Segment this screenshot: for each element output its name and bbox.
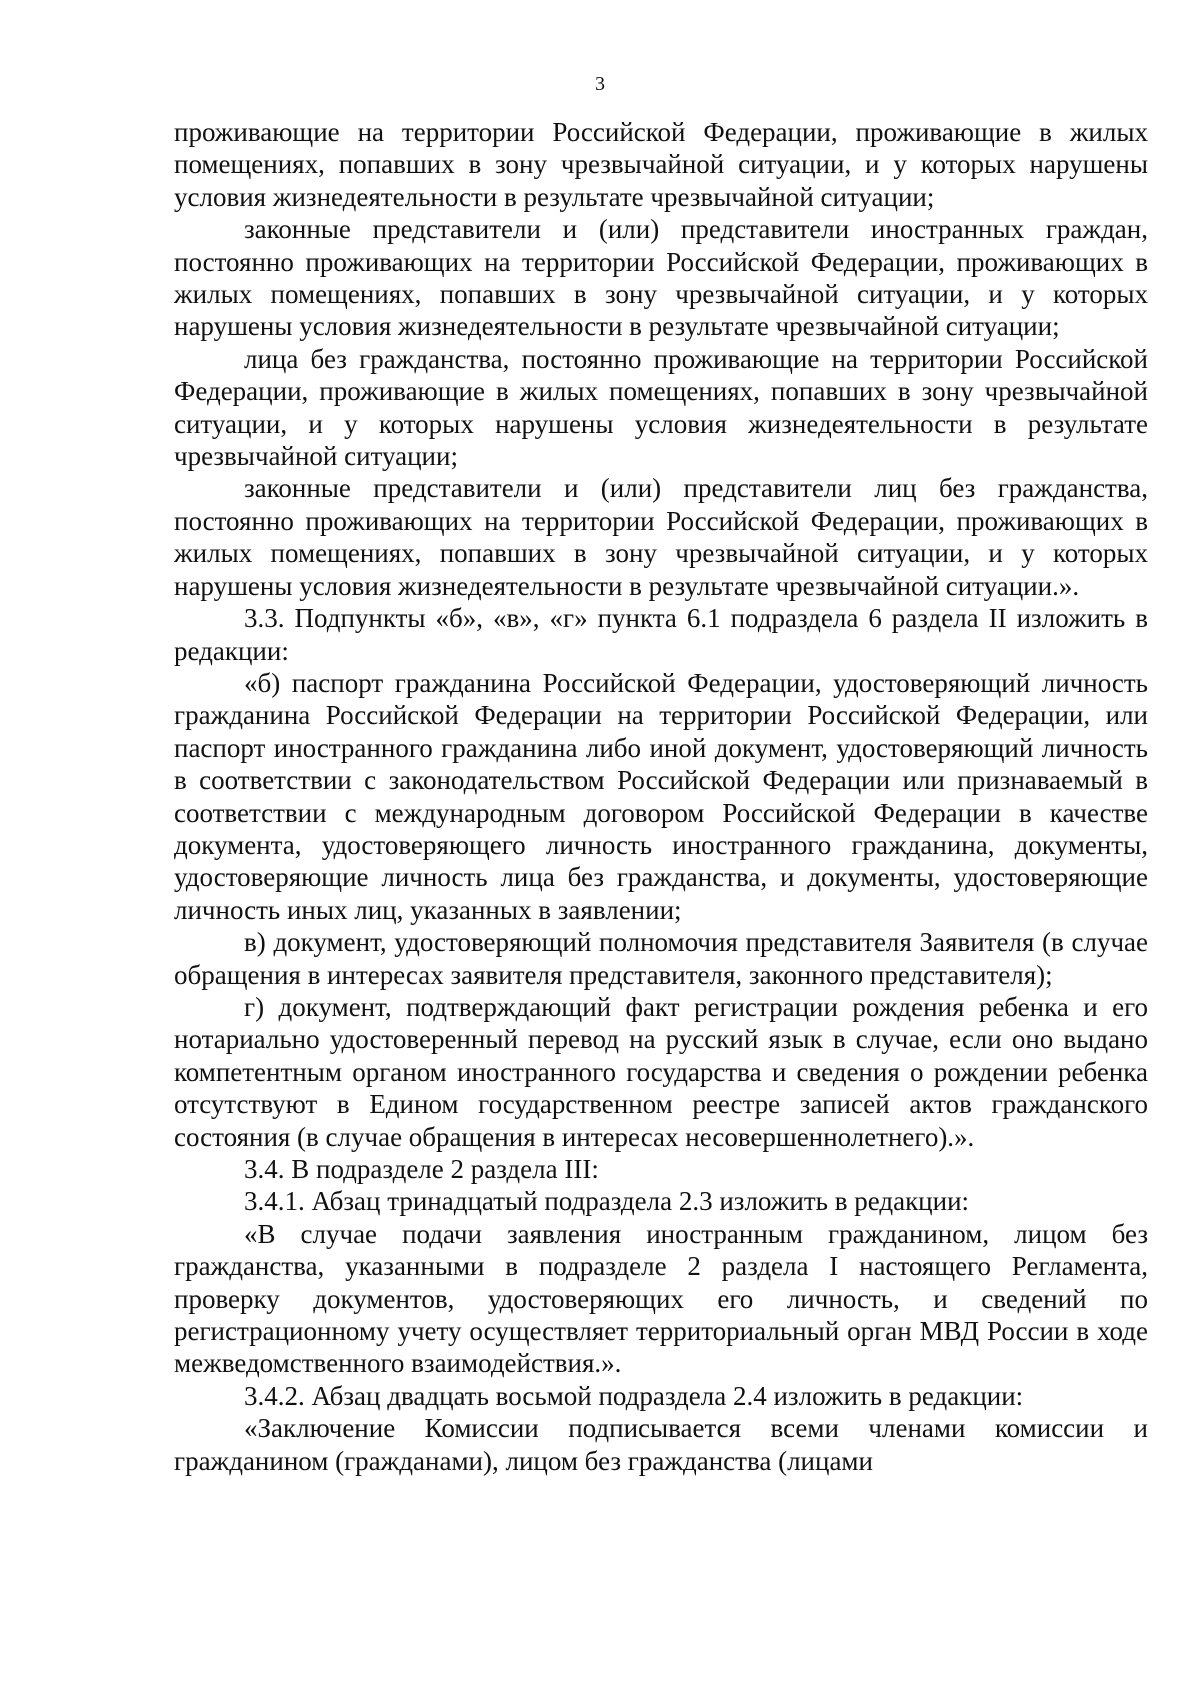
paragraph: в) документ, удостоверяющий полномочия представителя Заявителя (в случае обращения в интересах заявителя представителя, законного представителя); xyxy=(174,927,1148,990)
paragraph: г) документ, подтверждающий факт регистрации рождения ребенка и его нотариально удостоверенный перевод на русский язык в случае, если оно выдано компетентным органом иностранного государства и сведения о рождении ребенка отсутствуют в Едином государственном реестре записей актов гражданского состояния (в случае обращения в интересах несовершеннолетнего).». xyxy=(174,991,1148,1152)
document-body xyxy=(174,116,1148,1477)
paragraph: 3.4.2. Абзац двадцать восьмой подраздела 2.4 изложить в редакции: xyxy=(244,1380,1024,1411)
paragraph: «б) паспорт гражданина Российской Федерации, удостоверяющий личность гражданина Российской Федерации на территории Российской Федерации, или паспорт иностранного гражданина либо иной документ, удостоверяющий личность в соответствии с законодательством Российской Федерации или признаваемый в соответствии с международным договором Российской Федерации в качестве документа, удостоверяющего личность иностранного гражданина, документы, удостоверяющие личность лица без гражданства, и документы, удостоверяющие личность иных лиц, указанных в заявлении; xyxy=(174,667,1148,925)
paragraph: законные представители и (или) представители иностранных граждан, постоянно проживающих на территории Российской Федерации, проживающих в жилых помещениях, попавших в зону чрезвычайной ситуации, и у которых нарушены условия жизнедеятельности в результате чрезвычайной ситуации; xyxy=(174,214,1148,342)
paragraph: 3.4. В подразделе 2 раздела III: xyxy=(244,1154,599,1184)
paragraph: лица без гражданства, постоянно проживающие на территории Российской Федерации, проживающие в жилых помещениях, попавших в зону чрезвычайной ситуации, и у которых нарушены условия жизнедеятельности в результате чрезвычайной ситуации; xyxy=(174,343,1148,472)
paragraph: законные представители и (или) представители лиц без гражданства, постоянно проживающих на территории Российской Федерации, проживающих в жилых помещениях, попавших в зону чрезвычайной ситуации, и у которых нарушены условия жизнедеятельности в результате чрезвычайной ситуации.». xyxy=(174,473,1148,601)
paragraph: 3.4.1. Абзац тринадцатый подраздела 2.3 изложить в редакции: xyxy=(244,1186,970,1217)
paragraph-continuation: проживающие на территории Российской Федерации, проживающие в жилых помещениях, попавших в зону чрезвычайной ситуации, и у которых нарушены условия жизнедеятельности в результате чрезвычайной ситуации; xyxy=(174,117,1148,212)
paragraph: «В случае подачи заявления иностранным гражданином, лицом без гражданства, указанными в подразделе 2 раздела I настоящего Регламента, проверку документов, удостоверяющих его личность, и сведений по регистрационному учету осуществляет территориальный орган МВД России в ходе межведомственного взаимодействия.». xyxy=(174,1218,1148,1379)
paragraph: 3.3. Подпункты «б», «в», «г» пункта 6.1 подраздела 6 раздела II изложить в редакции: xyxy=(174,603,1148,666)
page-number: 3 xyxy=(595,73,605,95)
paragraph-truncated: «Заключение Комиссии подписывается всеми членами комиссии и гражданином (гражданами), лицом без гражданства (лицами xyxy=(174,1413,1148,1476)
